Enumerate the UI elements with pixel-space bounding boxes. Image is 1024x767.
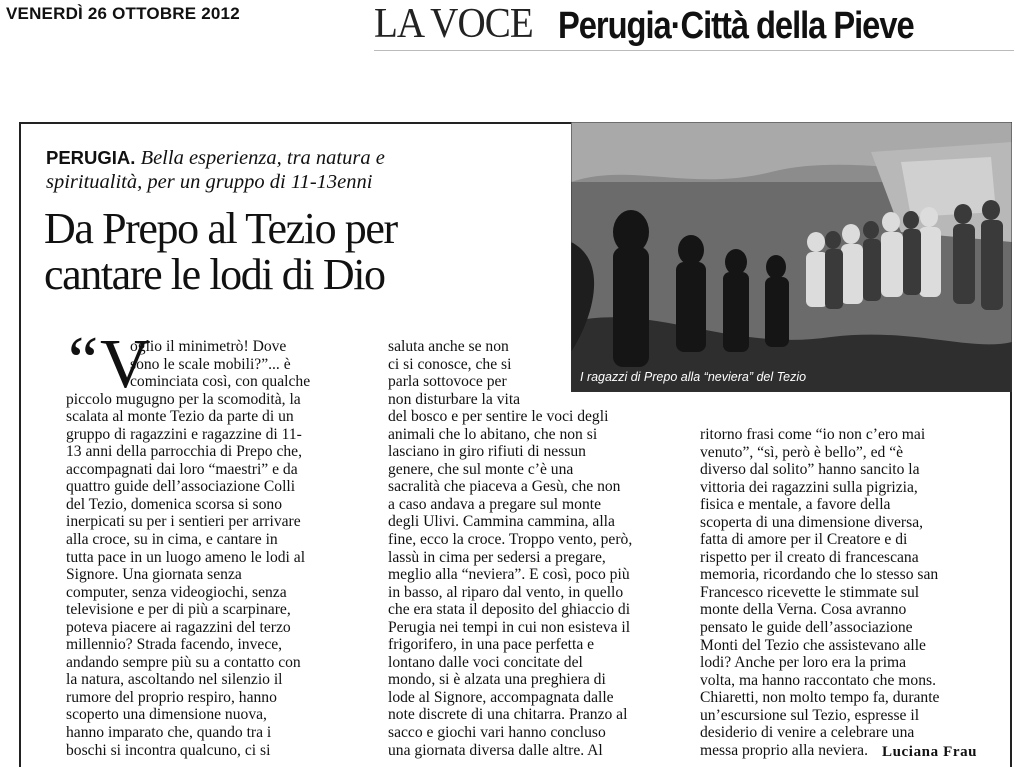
- article-text-line: piccolo mugugno per la scomodità, la: [66, 390, 301, 408]
- article-text-line: desiderio di venire a celebrare una: [700, 724, 915, 742]
- article-text-line: computer, senza videogiochi, senza: [66, 583, 287, 601]
- article-frame-left: [19, 122, 21, 767]
- masthead-edition: Perugia·Città della Pieve: [558, 5, 914, 47]
- article-text-line: inerpicati su per i sentieri per arrivare: [66, 513, 301, 531]
- article-text-line: boschi si incontra qualcuno, ci si: [66, 741, 271, 759]
- article-text-line: lode al Signore, accompagnata dalle: [388, 688, 614, 706]
- article-text-line: scoperta di una dimensione diversa,: [700, 513, 924, 531]
- article-text-line: a caso andava a pregare sul monte: [388, 495, 602, 513]
- kicker-line-1: Bella esperienza, tra natura e: [140, 147, 385, 169]
- article-text-line: pensato le guide dell’associazione: [700, 619, 913, 637]
- article-text-line: rispetto per il creato di francescana: [700, 548, 919, 566]
- article-text-line: vittoria dei ragazzini sulla pigrizia,: [700, 478, 918, 496]
- article-text-line: saluta anche se non: [388, 338, 509, 355]
- article-text-line: gruppo di ragazzini e ragazzine di 11-: [66, 425, 302, 443]
- article-text-line: ritorno frasi come “io non c’ero mai: [700, 426, 926, 443]
- article-text-line: lassù in cima per sedersi a pregare,: [388, 548, 606, 566]
- article-text-line: Monti del Tezio che assistevano alle: [700, 636, 926, 654]
- photo-caption: I ragazzi di Prepo alla “neviera” del Tezio: [580, 370, 807, 384]
- article-text-line: scalata al monte Tezio da parte di un: [66, 408, 294, 426]
- article-text-line: fatta di amore per il Creatore e di: [700, 531, 908, 549]
- article-text-line: accompagnati dai loro “maestri” e da: [66, 460, 298, 478]
- article-text-line: ci si conosce, che si: [388, 355, 512, 373]
- article-text-line: volta, ma hanno raccontato che mons.: [700, 671, 936, 689]
- article-text-line: animali che lo abitano, che non si: [388, 425, 598, 443]
- article-column-3: [700, 426, 1005, 759]
- article-text-line: Chiaretti, non molto tempo fa, durante: [700, 689, 940, 707]
- article-text-line: mondo, si è alzata una preghiera di: [388, 671, 606, 689]
- article-frame-top: [19, 122, 571, 124]
- article-text-line: frigorifero, in una pace perfetta e: [388, 636, 595, 654]
- article-byline: Luciana Frau: [882, 744, 978, 760]
- article-text-line: lontano dalle voci concitate del: [388, 653, 583, 671]
- article-text-line: note discrete di una chitarra. Pranzo al: [388, 706, 628, 724]
- article-text-line: parla sottovoce per: [388, 373, 507, 391]
- article-text-line: Francesco ricevette le stimmate sul: [700, 583, 920, 601]
- article-text-line: del bosco e per sentire le voci degli: [388, 408, 609, 426]
- article-text-line: cominciata così, con qualche: [130, 373, 311, 391]
- article-column-2: [388, 338, 688, 759]
- headline-line-1: Da Prepo al Tezio per: [44, 204, 397, 253]
- article-text-line: genere, che sul monte c’è una: [388, 460, 574, 478]
- article-text-line: poteva piacere ai ragazzini del terzo: [66, 618, 291, 636]
- article-text-line: in basso, al riparo dal vento, in quello: [388, 583, 624, 601]
- dropcap-letter: V: [100, 326, 151, 403]
- article-text-line: meglio alla “neviera”. E così, poco più: [388, 566, 630, 584]
- article-text-line: degli Ulivi. Cammina cammina, alla: [388, 513, 615, 531]
- article-text-line: tutta pace in un luogo ameno le lodi al: [66, 548, 306, 566]
- article-text-line: rumore del proprio respiro, hanno: [66, 688, 277, 706]
- article-text-line: quattro guide dell’associazione Colli: [66, 478, 296, 496]
- article-headline: [44, 206, 568, 298]
- article-text-line: alla croce, su in cima, e cantare in: [66, 531, 278, 549]
- article-text-line: hanno imparato che, quando tra i: [66, 724, 272, 742]
- article-text-line: scoperto una dimensione nuova,: [66, 706, 267, 724]
- article-text-line: del Tezio, domenica scorsa si sono: [66, 495, 283, 513]
- article-text-line: fine, ecco la croce. Troppo vento, però,: [388, 531, 633, 549]
- article-kicker: [46, 146, 566, 194]
- kicker-line-2: spiritualità, per un gruppo di 11-13enni: [46, 171, 373, 193]
- article-text-line: messa proprio alla neviera.: [700, 741, 868, 759]
- article-text-line: lodi? Anche per loro era la prima: [700, 654, 907, 672]
- headline-line-2: cantare le lodi di Dio: [44, 250, 385, 299]
- article-text-line: sacco e giochi vari hanno concluso: [388, 724, 606, 742]
- article-column-1: [66, 338, 366, 759]
- article-text-line: un’escursione sul Tezio, espresse il: [700, 706, 920, 724]
- article-text-line: sono le scale mobili?”... è: [130, 355, 291, 373]
- kicker-location: PERUGIA.: [46, 147, 136, 168]
- article-text-line: Perugia nei tempi in cui non esisteva il: [388, 618, 631, 636]
- article-text-line: fisica e mentale, a favore della: [700, 496, 891, 514]
- dropcap-quote: “: [68, 322, 99, 398]
- article-text-line: la natura, ascoltando nel silenzio il: [66, 671, 283, 689]
- article-text-line: andando sempre più su a contatto con: [66, 653, 301, 671]
- article-text-line: millennio? Strada facendo, invece,: [66, 636, 283, 654]
- masthead-rule: [374, 50, 1014, 51]
- article-text-line: diverso dal solito” hanno sancito la: [700, 461, 920, 479]
- article-text-line: 13 anni della parrocchia di Prepo che,: [66, 443, 302, 461]
- article-text-line: sacralità che piaceva a Gesù, che non: [388, 478, 621, 496]
- article-text-line: Signore. Una giornata senza: [66, 566, 242, 584]
- article-text-line: lasciano in giro rifiuti di nessun: [388, 443, 586, 461]
- masthead-date: VENERDÌ 26 OTTOBRE 2012: [6, 4, 240, 23]
- article-text-line: venuto”, “sì, però è bello”, ed “è: [700, 443, 904, 461]
- masthead-paper-name: LA VOCE: [374, 1, 533, 47]
- article-text-line: oglio il minimetrò! Dove: [130, 338, 287, 355]
- article-text-line: televisione e per di più a scarpinare,: [66, 601, 291, 619]
- article-text-line: non disturbare la vita: [388, 390, 521, 408]
- article-text-line: monte della Verna. Cosa avranno: [700, 601, 907, 619]
- article-text-line: memoria, ricordando che lo stesso san: [700, 566, 939, 584]
- article-text-line: una giornata diversa dalle altre. Al: [388, 741, 603, 759]
- article-text-line: che era stata il deposito del ghiaccio di: [388, 601, 631, 619]
